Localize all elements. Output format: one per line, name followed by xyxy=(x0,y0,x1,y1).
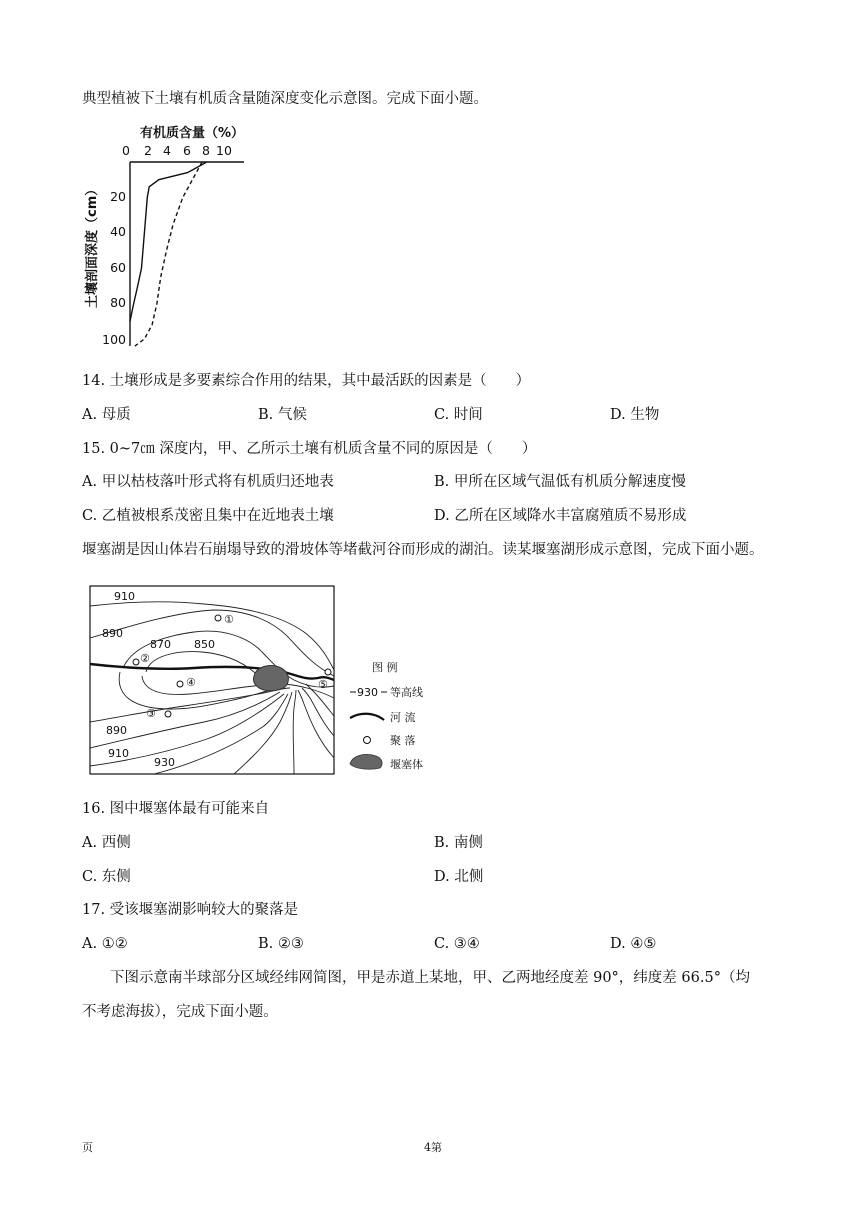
y-tick-60: 60 xyxy=(110,260,126,275)
x-tick-8: 8 xyxy=(202,143,210,158)
q17-option-a: A. ①② xyxy=(82,936,128,952)
q16-option-c: C. 东侧 xyxy=(82,869,131,885)
y-tick-40: 40 xyxy=(110,224,126,239)
q14-option-c: C. 时间 xyxy=(434,407,483,423)
q14-option-a: A. 母质 xyxy=(82,407,131,423)
q15-option-c: C. 乙植被根系茂密且集中在近地表土壤 xyxy=(82,508,334,524)
settlement-1-label: ① xyxy=(224,613,234,626)
y-tick-80: 80 xyxy=(110,295,126,310)
intro-text-3-line-1: 下图示意南半球部分区域经纬网简图，甲是赤道上某地，甲、乙两地经度差 90°，纬度差 66.5°（均 xyxy=(110,970,750,986)
x-tick-6: 6 xyxy=(183,143,191,158)
q15-text: 15. 0~7㎝ 深度内，甲、乙所示土壤有机质含量不同的原因是（ ） xyxy=(82,441,537,457)
legend-river-label: 河 流 xyxy=(390,711,416,724)
q16-text: 16. 图中堰塞体最有可能来自 xyxy=(82,801,270,817)
legend-river-symbol xyxy=(350,714,384,720)
organic-matter-chart xyxy=(74,118,264,358)
legend-settlement-symbol xyxy=(364,737,371,744)
contour-label-890-top: 890 xyxy=(102,627,123,640)
settlement-2-marker xyxy=(133,659,139,665)
map-legend xyxy=(350,660,423,771)
legend-settlement-label: 聚 落 xyxy=(390,734,416,747)
contour-label-870: 870 xyxy=(150,638,171,651)
legend-dam-symbol xyxy=(350,754,382,769)
settlement-5-marker xyxy=(325,669,331,675)
chart-y-title: 土壤剖面深度（cm） xyxy=(85,182,100,308)
intro-text-1: 典型植被下土壤有机质含量随深度变化示意图。完成下面小题。 xyxy=(82,91,488,107)
contour-label-910-top: 910 xyxy=(114,590,135,603)
map-frame xyxy=(90,586,334,774)
chart-x-title: 有机质含量（%） xyxy=(140,126,245,141)
settlement-2-label: ② xyxy=(140,652,150,665)
contour-label-910-bottom: 910 xyxy=(108,747,129,760)
settlement-3-label: ③ xyxy=(146,707,156,720)
q16-option-b: B. 南侧 xyxy=(434,835,483,851)
chart-y-ticks xyxy=(102,189,126,347)
x-tick-10: 10 xyxy=(216,143,232,158)
legend-contour-value: 930 xyxy=(357,686,378,699)
q15-option-d: D. 乙所在区域降水丰富腐殖质不易形成 xyxy=(434,508,687,524)
x-tick-2: 2 xyxy=(144,143,152,158)
x-tick-0: 0 xyxy=(122,143,130,158)
q14-text: 14. 土壤形成是多要素综合作用的结果，其中最活跃的因素是（ ） xyxy=(82,373,531,389)
q15-option-a: A. 甲以枯枝落叶形式将有机质归还地表 xyxy=(82,474,334,490)
chart-x-ticks xyxy=(122,143,232,158)
q14-option-b: B. 气候 xyxy=(258,407,307,423)
legend-contour-label: 等高线 xyxy=(390,686,423,699)
contour-label-930: 930 xyxy=(154,756,175,769)
q16-option-d: D. 北侧 xyxy=(434,869,484,885)
footer-left: 页 xyxy=(82,1141,93,1154)
river xyxy=(90,664,334,680)
y-tick-20: 20 xyxy=(110,189,126,204)
dam-body xyxy=(253,665,288,690)
q17-text: 17. 受该堰塞湖影响较大的聚落是 xyxy=(82,902,299,918)
x-tick-4: 4 xyxy=(163,143,171,158)
q16-option-a: A. 西侧 xyxy=(82,835,131,851)
settlement-5-label: ⑤ xyxy=(318,678,328,691)
legend-title: 图 例 xyxy=(372,661,398,674)
page-number: 4第 xyxy=(424,1141,442,1154)
settlement-4-marker xyxy=(177,681,183,687)
q17-option-c: C. ③④ xyxy=(434,936,480,952)
intro-text-3-line-2: 不考虑海拔），完成下面小题。 xyxy=(82,1004,278,1020)
series-dashed-line xyxy=(135,162,202,346)
intro-text-2: 堰塞湖是因山体岩石崩塌导致的滑坡体等堵截河谷而形成的湖泊。读某堰塞湖形成示意图，完成下面小题。 xyxy=(82,542,764,558)
settlement-1-marker xyxy=(215,615,221,621)
q15-option-b: B. 甲所在区域气温低有机质分解速度慢 xyxy=(434,474,686,490)
q17-option-d: D. ④⑤ xyxy=(610,936,657,952)
contour-label-850: 850 xyxy=(194,638,215,651)
dammed-lake-contour-map xyxy=(84,580,424,780)
q14-option-d: D. 生物 xyxy=(610,407,660,423)
legend-dam-label: 堰塞体 xyxy=(390,758,423,771)
settlement-4-label: ④ xyxy=(186,676,196,689)
y-tick-100: 100 xyxy=(102,332,126,347)
settlement-3-marker xyxy=(165,711,171,717)
contour-label-890-bottom: 890 xyxy=(106,724,127,737)
q17-option-b: B. ②③ xyxy=(258,936,304,952)
